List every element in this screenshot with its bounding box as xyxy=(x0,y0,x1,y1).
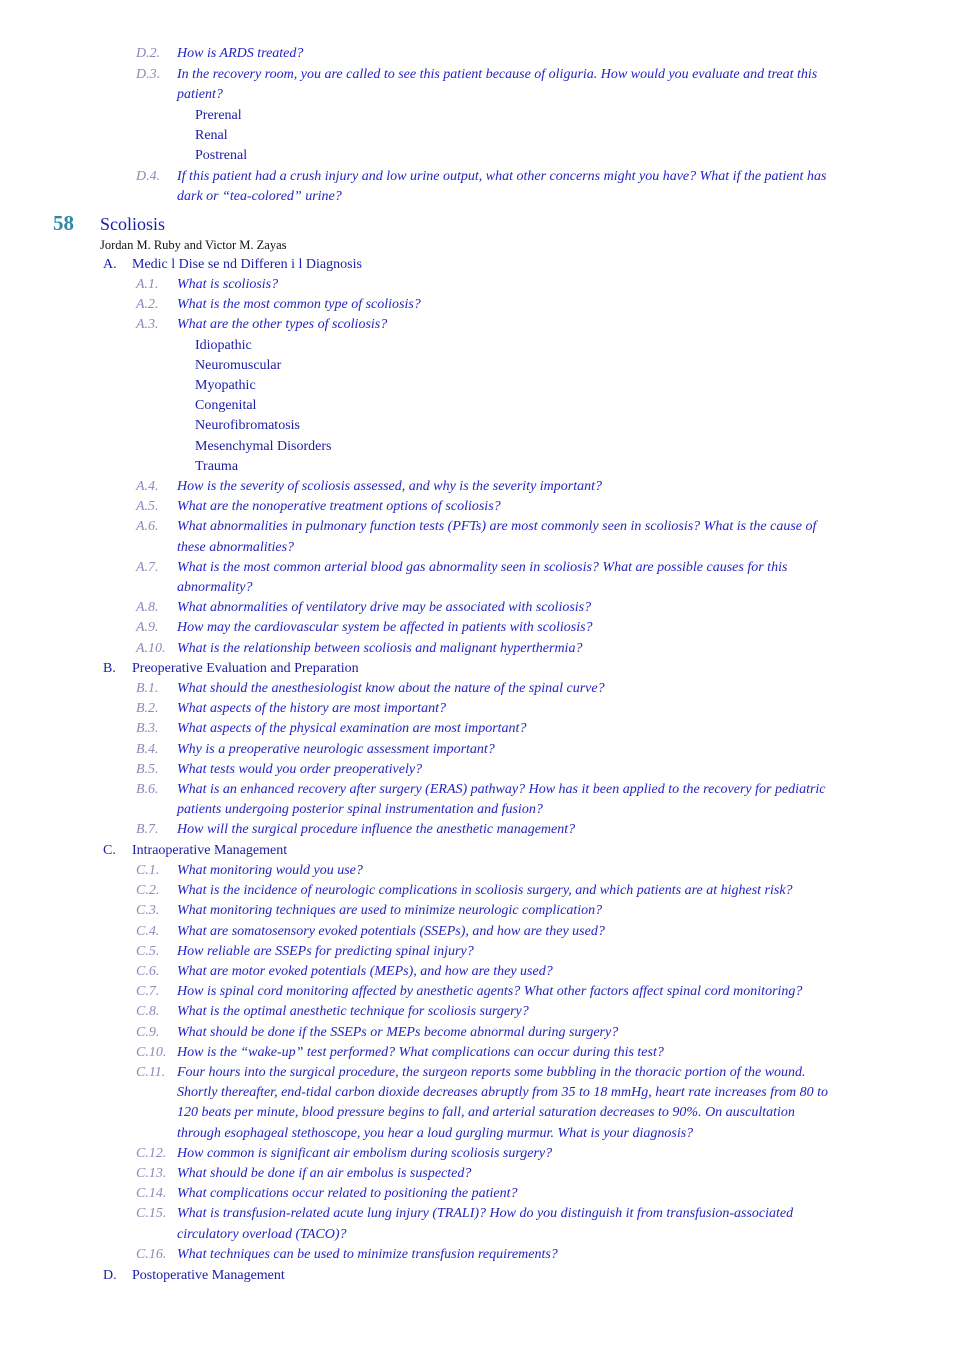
question-item xyxy=(0,962,953,982)
question-text: What abnormalities in pulmonary function tests (PFTs) are most commonly seen in scoliosis? What is the cause of xyxy=(177,519,817,535)
question-number: B.1. xyxy=(136,681,159,696)
question-text: circulatory overload (TACO)? xyxy=(177,1226,347,1242)
question-number: A.3. xyxy=(136,317,159,333)
question-number: A.2. xyxy=(136,297,159,313)
question-number: A.5. xyxy=(136,499,159,515)
question-number: C.10. xyxy=(136,1044,167,1060)
chapter-number: 58 xyxy=(53,211,74,235)
question-item xyxy=(0,65,953,105)
question-text: What monitoring techniques are used to minimize neurologic complication? xyxy=(177,903,603,919)
question-item xyxy=(0,719,953,739)
question-item xyxy=(0,1144,953,1164)
question-text: What techniques can be used to minimize transfusion requirements? xyxy=(177,1246,558,1262)
question-item xyxy=(0,639,953,659)
question-item xyxy=(0,598,953,618)
question-number: B.7. xyxy=(136,822,159,838)
question-item xyxy=(0,982,953,1002)
question-text: patients undergoing posterior spinal instrumentation and fusion? xyxy=(177,802,543,818)
chapter-authors: Jordan M. Ruby and Victor M. Zayas xyxy=(100,238,287,252)
question-text: through esophageal stethoscope, you hear a loud gurgling murmur. What is your diagnosis? xyxy=(177,1125,694,1141)
question-text: What is an enhanced recovery after surgery (ERAS) pathway? How has it been applied to the recovery for pediatric xyxy=(177,782,826,797)
question-text: What is the incidence of neurologic complications in scoliosis surgery, and which patients are at highest risk? xyxy=(177,883,793,899)
section-letter: A. xyxy=(103,257,117,272)
question-text: What is the most common type of scoliosis? xyxy=(177,297,421,313)
question-text: abnormality? xyxy=(177,579,253,595)
question-item xyxy=(0,167,953,207)
question-text: How is ARDS treated? xyxy=(177,46,304,61)
question-text: How is the “wake-up” test performed? What complications can occur during this test? xyxy=(177,1044,664,1060)
sub-item: Prerenal xyxy=(195,108,242,123)
section-letter: B. xyxy=(103,661,116,676)
question-text: dark or “tea-colored” urine? xyxy=(177,189,342,204)
sub-item: Idiopathic xyxy=(195,337,252,353)
section-letter: C. xyxy=(103,843,116,858)
question-text: What are the nonoperative treatment options of scoliosis? xyxy=(177,499,501,515)
question-number: A.8. xyxy=(136,600,159,616)
question-item xyxy=(0,1043,953,1063)
question-text: What aspects of the physical examination are most important? xyxy=(177,721,527,737)
question-number: B.2. xyxy=(136,701,159,717)
sub-item: Neuromuscular xyxy=(195,357,282,373)
question-number: C.16. xyxy=(136,1246,167,1262)
question-text: What is the optimal anesthetic technique for scoliosis surgery? xyxy=(177,1004,529,1020)
question-item xyxy=(0,861,953,881)
question-text: How common is significant air embolism during scoliosis surgery? xyxy=(177,1145,553,1161)
section-title: Preoperative Evaluation and Preparation xyxy=(132,661,359,676)
question-text: What tests would you order preoperatively? xyxy=(177,761,423,777)
question-item xyxy=(0,881,953,901)
question-number: A.6. xyxy=(136,519,159,535)
question-text: How reliable are SSEPs for predicting spinal injury? xyxy=(177,943,474,959)
question-text: What are somatosensory evoked potentials (SSEPs), and how are they used? xyxy=(177,923,605,939)
question-text: What complications occur related to positioning the patient? xyxy=(177,1186,518,1202)
question-number: C.6. xyxy=(136,964,160,979)
question-number: C.14. xyxy=(136,1186,167,1202)
question-text: If this patient had a crush injury and low urine output, what other concerns might you have? What if the patient has xyxy=(177,169,827,184)
question-number: D.4. xyxy=(136,169,161,184)
chapter-title: Scoliosis xyxy=(100,214,166,234)
question-text: What should the anesthesiologist know about the nature of the spinal curve? xyxy=(177,681,605,696)
question-item xyxy=(0,315,953,335)
question-number: C.4. xyxy=(136,923,160,939)
question-number: C.7. xyxy=(136,984,160,1000)
question-number: B.5. xyxy=(136,761,159,777)
question-item xyxy=(0,820,953,840)
question-text: What monitoring would you use? xyxy=(177,863,363,878)
sub-item: Trauma xyxy=(195,458,239,474)
question-text: What abnormalities of ventilatory drive may be associated with scoliosis? xyxy=(177,600,592,616)
question-number: D.3. xyxy=(136,67,161,82)
question-item xyxy=(0,275,953,295)
question-number: C.3. xyxy=(136,903,160,919)
question-number: A.10. xyxy=(136,640,166,656)
question-item xyxy=(0,1023,953,1043)
question-item xyxy=(0,1164,953,1184)
question-number: C.2. xyxy=(136,883,160,899)
sub-item: Myopathic xyxy=(195,378,256,393)
question-text: How may the cardiovascular system be affected in patients with scoliosis? xyxy=(177,620,593,636)
question-text: How is spinal cord monitoring affected by anesthetic agents? What other factors affect spinal cord monitoring? xyxy=(177,984,803,1000)
question-item xyxy=(0,1002,953,1022)
question-item xyxy=(0,618,953,638)
question-text: What aspects of the history are most important? xyxy=(177,701,446,717)
question-item xyxy=(0,740,953,760)
question-text: What is the most common arterial blood gas abnormality seen in scoliosis? What are possible causes for this xyxy=(177,559,788,575)
section-title: Medic l Dise se nd Differen i l Diagnosis xyxy=(132,257,362,272)
question-text: Why is a preoperative neurologic assessment important? xyxy=(177,741,495,757)
question-item xyxy=(0,295,953,315)
sub-item: Renal xyxy=(195,128,228,143)
question-text: 120 beats per minute, blood pressure begins to fall, and arterial saturation decreases to 90%. On auscultation xyxy=(177,1105,795,1121)
question-number: A.1. xyxy=(136,277,159,292)
question-item xyxy=(0,1204,953,1244)
question-item xyxy=(0,1063,953,1144)
question-item xyxy=(0,679,953,699)
question-item xyxy=(0,477,953,497)
question-number: C.11. xyxy=(136,1065,166,1080)
question-item xyxy=(0,1184,953,1204)
question-item xyxy=(0,44,953,64)
section-title: Postoperative Management xyxy=(132,1268,285,1283)
question-text: What should be done if an air embolus is suspected? xyxy=(177,1166,472,1181)
question-item xyxy=(0,497,953,517)
question-item xyxy=(0,780,953,820)
sub-item: Neurofibromatosis xyxy=(195,418,300,434)
question-number: B.4. xyxy=(136,741,159,757)
question-text: What is scoliosis? xyxy=(177,277,279,292)
question-text: How is the severity of scoliosis assessed, and why is the severity important? xyxy=(177,479,603,494)
question-text: What should be done if the SSEPs or MEPs become abnormal during surgery? xyxy=(177,1024,619,1040)
question-number: C.8. xyxy=(136,1004,160,1020)
question-number: C.5. xyxy=(136,943,160,959)
sub-item: Mesenchymal Disorders xyxy=(195,438,332,454)
sub-item: Postrenal xyxy=(195,148,248,163)
question-text: patient? xyxy=(177,87,223,102)
question-item xyxy=(0,901,953,921)
question-number: C.12. xyxy=(136,1145,167,1161)
question-number: A.9. xyxy=(136,620,159,636)
question-text: Shortly thereafter, end-tidal carbon dioxide decreases abruptly from 35 to 18 mmHg, heart rate increases from 80 to xyxy=(177,1085,829,1101)
question-item xyxy=(0,760,953,780)
question-number: C.1. xyxy=(136,863,160,878)
question-item xyxy=(0,922,953,942)
question-item xyxy=(0,942,953,962)
question-text: In the recovery room, you are called to see this patient because of oliguria. How would you evaluate and treat this xyxy=(177,67,818,82)
question-text: What are the other types of scoliosis? xyxy=(177,317,388,333)
question-number: A.7. xyxy=(136,559,159,575)
question-item xyxy=(0,1245,953,1265)
sub-item: Congenital xyxy=(195,398,257,414)
question-number: C.9. xyxy=(136,1024,160,1040)
question-number: B.6. xyxy=(136,782,159,797)
question-text: What is the relationship between scoliosis and malignant hyperthermia? xyxy=(177,640,583,656)
question-item xyxy=(0,517,953,557)
question-text: What are motor evoked potentials (MEPs), and how are they used? xyxy=(177,964,553,979)
question-text: these abnormalities? xyxy=(177,539,295,555)
section-title: Intraoperative Management xyxy=(132,843,288,858)
question-text: What is transfusion-related acute lung injury (TRALI)? How do you distinguish it from transfusion-associated xyxy=(177,1206,794,1222)
question-number: C.13. xyxy=(136,1166,167,1181)
question-number: B.3. xyxy=(136,721,159,737)
question-number: A.4. xyxy=(136,479,159,494)
question-item xyxy=(0,558,953,598)
question-text: How will the surgical procedure influence the anesthetic management? xyxy=(177,822,576,838)
question-number: C.15. xyxy=(136,1206,167,1222)
question-item xyxy=(0,699,953,719)
question-number: D.2. xyxy=(136,46,161,61)
section-letter: D. xyxy=(103,1268,117,1283)
question-text: Four hours into the surgical procedure, the surgeon reports some bubbling in the thoracic portion of the wound. xyxy=(177,1065,806,1080)
